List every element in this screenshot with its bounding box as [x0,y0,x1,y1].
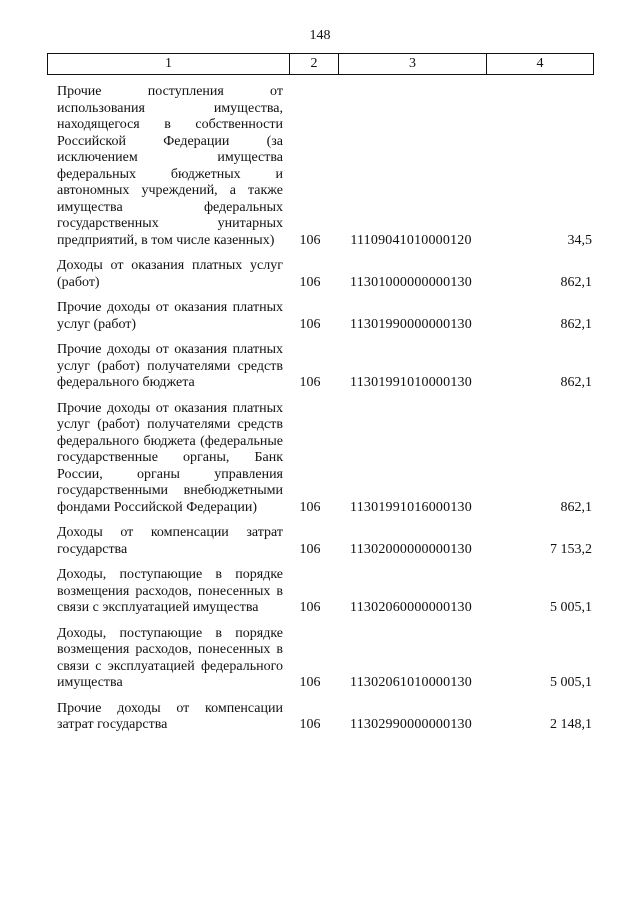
income-name: Доходы от оказания платных услуг (работ) [57,258,283,290]
amount: 34,5 [567,232,592,248]
income-name: Прочие доходы от оказания платных услуг (работ) получателями средств федерального бюджета (федеральные государственные органы, Банк России, органы управления государственными внебюджетными фондами Российской Федерации) [57,400,283,515]
amount: 862,1 [560,375,592,390]
admin-code: 106 [299,499,321,515]
amount: 5 005,1 [550,675,592,690]
page-number: 148 [309,28,331,43]
income-name: Прочие поступления от использования имущества, находящегося в собственности Российской Федерации (за исключением имущества федеральных бюджетных и автономных учреждений, а также имущества федеральных государственных унитарных предприятий, в том числе казенных) [57,84,283,248]
column-header-2: 2 [289,54,338,74]
column-header-3: 3 [338,54,486,74]
amount: 7 153,2 [550,541,592,557]
table-row [47,701,594,734]
amount: 2 148,1 [550,717,592,732]
admin-code: 106 [299,375,321,390]
table-row [47,342,594,392]
admin-code: 106 [299,717,321,732]
budget-code: 11302990000000130 [350,717,472,732]
income-name: Прочие доходы от компенсации затрат государства [57,700,283,732]
income-name: Доходы от компенсации затрат государства [57,525,283,557]
budget-code: 11301991016000130 [350,499,472,515]
budget-code: 11109041010000120 [350,232,472,248]
admin-code: 106 [299,316,321,332]
budget-code: 11302060000000130 [350,600,472,615]
column-header-4: 4 [486,54,593,74]
table-row [47,567,594,617]
column-header-1: 1 [165,56,172,71]
admin-code: 106 [299,541,321,557]
table-row [47,525,594,558]
budget-code: 11301000000000130 [350,274,472,290]
amount: 5 005,1 [550,600,592,615]
admin-code: 106 [299,600,321,615]
income-name: Доходы, поступающие в порядке возмещения расходов, понесенных в связи с эксплуатацией федерального имущества [57,625,283,690]
table-row [47,626,594,692]
table-row [47,258,594,291]
budget-code: 11301990000000130 [350,316,472,332]
budget-code: 11302061010000130 [350,675,472,690]
admin-code: 106 [299,274,321,290]
amount: 862,1 [560,274,592,290]
amount: 862,1 [560,499,592,515]
income-name: Прочие доходы от оказания платных услуг (работ) [57,300,283,332]
income-name: Прочие доходы от оказания платных услуг (работ) получателями средств федерального бюджета [57,342,283,390]
admin-code: 106 [299,232,321,248]
budget-code: 11301991010000130 [350,375,472,390]
table-row [47,300,594,333]
admin-code: 106 [299,675,321,690]
table-header [47,53,594,75]
budget-code: 11302000000000130 [350,541,472,557]
income-name: Доходы, поступающие в порядке возмещения расходов, понесенных в связи с эксплуатацией имущества [57,567,283,615]
table-body [47,84,594,743]
table-row [47,84,594,249]
table-row [47,401,594,517]
amount: 862,1 [560,316,592,332]
